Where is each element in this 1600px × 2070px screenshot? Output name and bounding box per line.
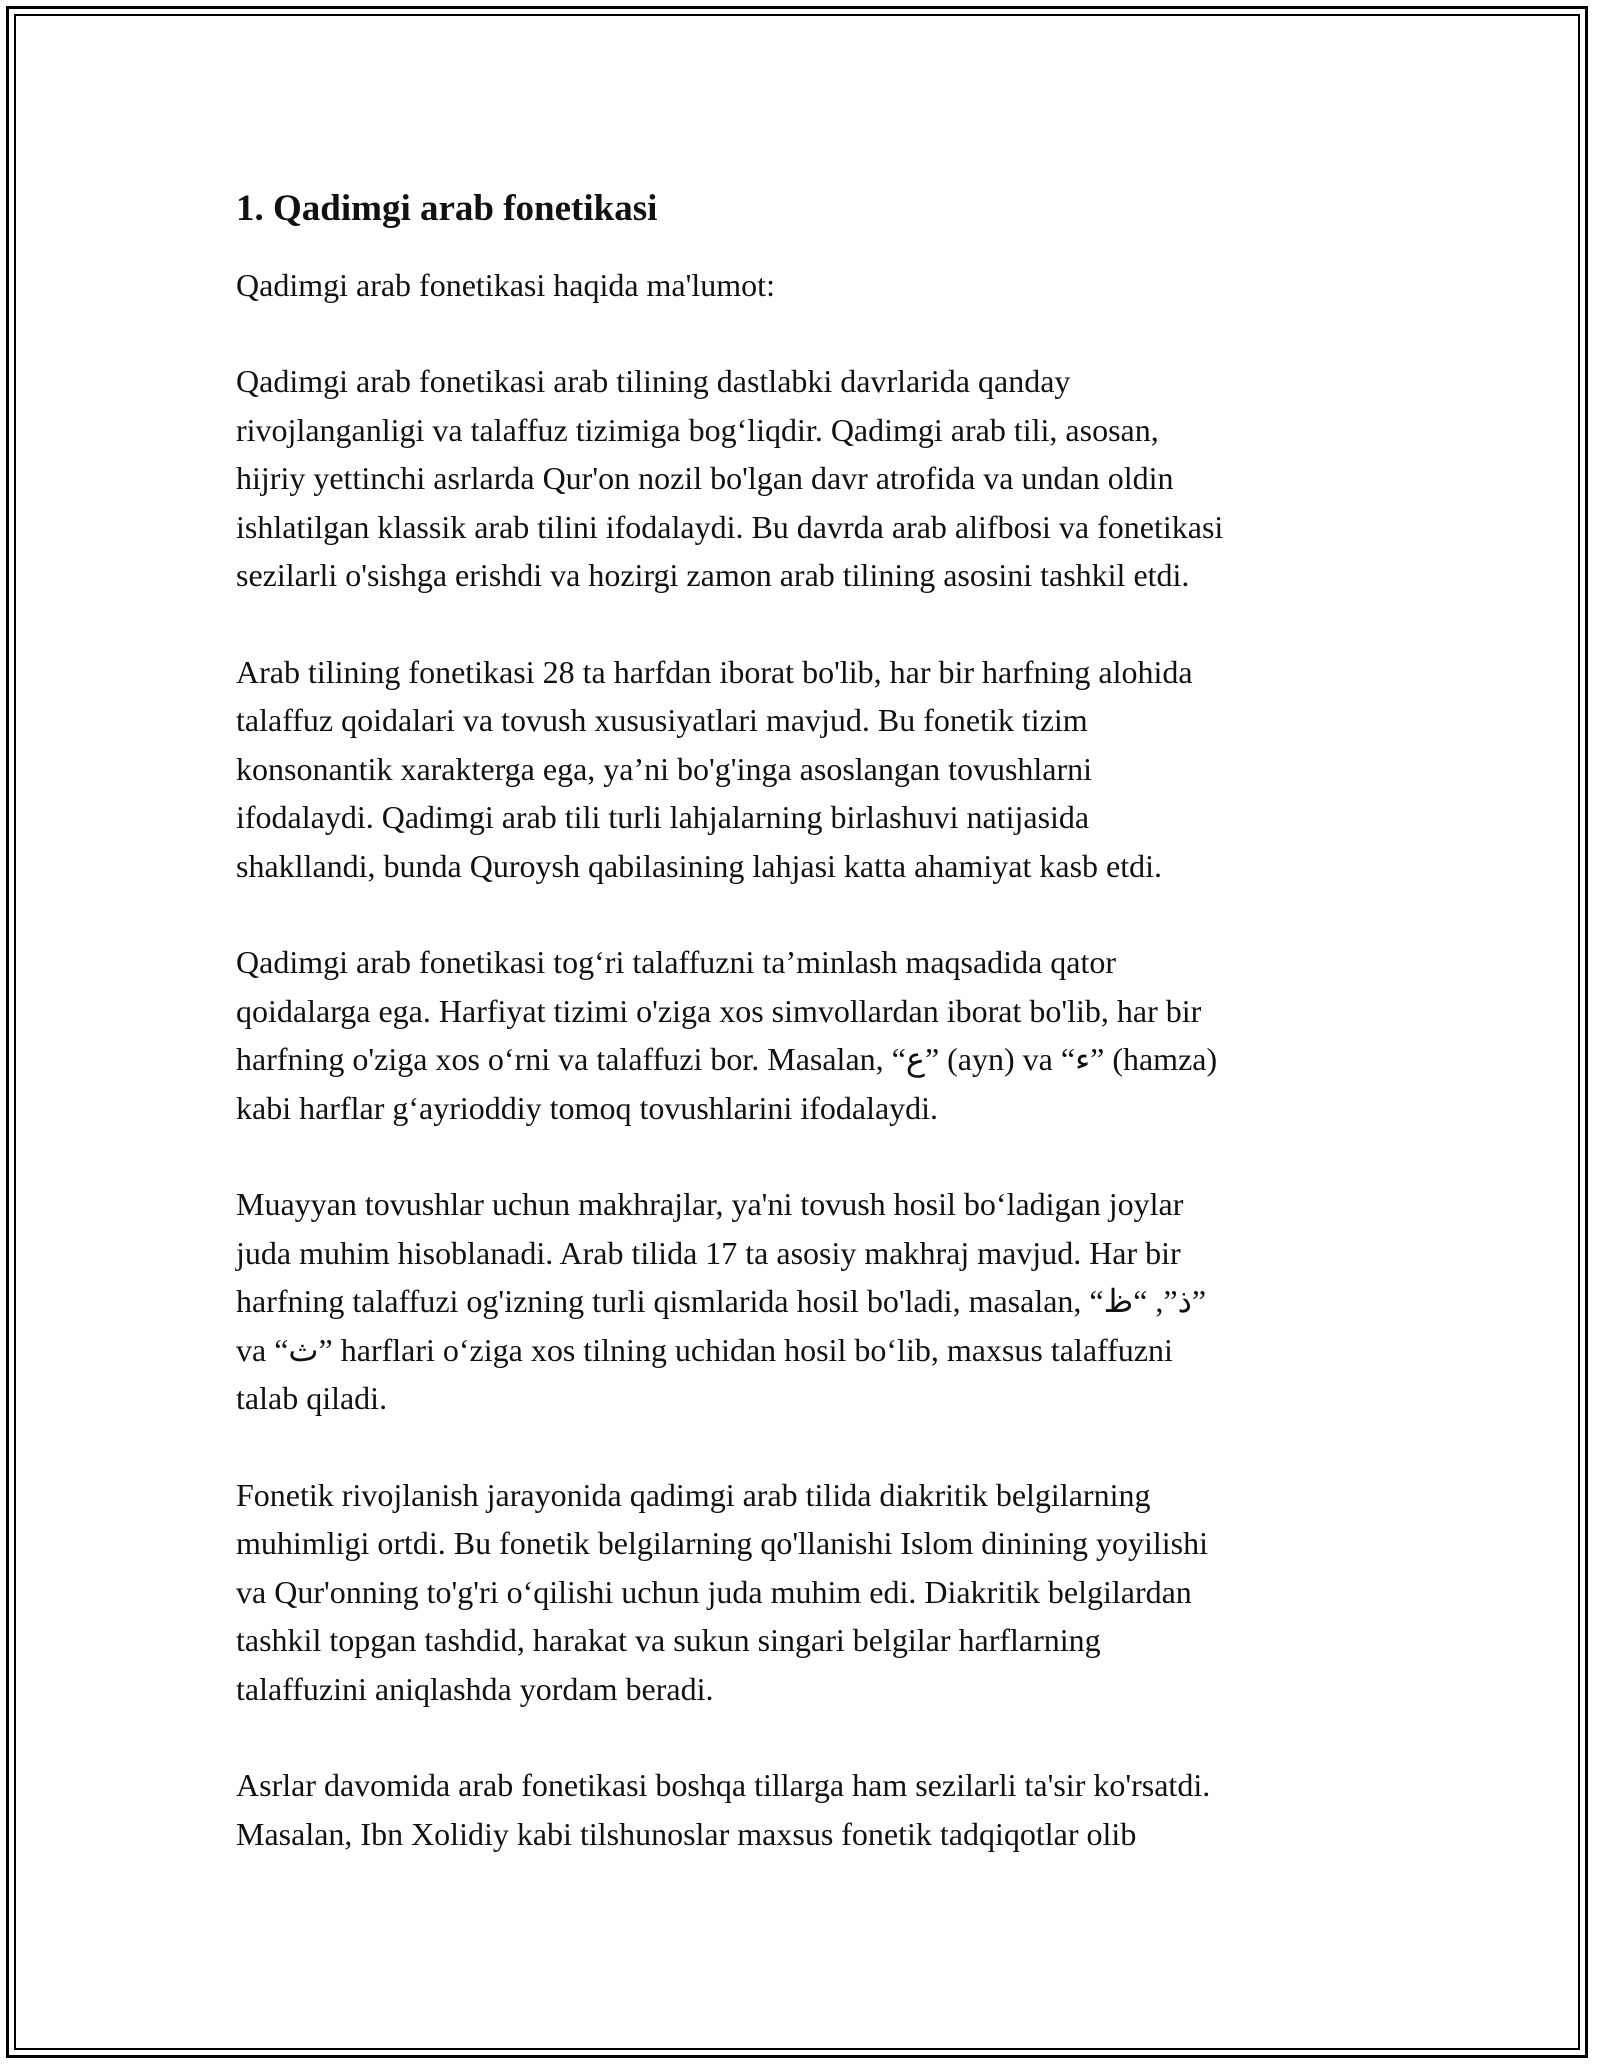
paragraph-5	[236, 1471, 1396, 1714]
paragraph-line: Asrlar davomida arab fonetikasi boshqa tillarga ham sezilarli ta'sir ko'rsatdi.	[236, 1767, 1211, 1803]
paragraph-line: Masalan, Ibn Xolidiy kabi tilshunoslar maxsus fonetik tadqiqotlar olib	[236, 1815, 1137, 1852]
paragraph-2	[236, 648, 1396, 891]
paragraph-line: sezilarli o'sishga erishdi va hozirgi zamon arab tilining asosini tashkil etdi.	[236, 557, 1190, 593]
paragraph-line: va Qur'onning to'g'ri o‘qilishi uchun juda muhim edi. Diakritik belgilardan	[236, 1573, 1192, 1610]
paragraph-4	[236, 1180, 1396, 1423]
intro-line: Qadimgi arab fonetikasi haqida ma'lumot:	[236, 267, 775, 303]
paragraph-line: Qadimgi arab fonetikasi tog‘ri talaffuzni ta’minlash maqsadida qator	[236, 944, 1117, 980]
paragraph-line: konsonantik xarakterga ega, ya’ni bo'g'inga asoslangan tovushlarni	[236, 750, 1093, 787]
paragraph-line: ifodalaydi. Qadimgi arab tili turli lahjalarning birlashuvi natijasida	[236, 799, 1090, 835]
paragraph-line: ishlatilgan klassik arab tilini ifodalaydi. Bu davrda arab alifbosi va fonetikasi	[236, 508, 1224, 545]
paragraph-line: harfning o'ziga xos o‘rni va talaffuzi bor. Masalan, “ع” (ayn) va “ء” (hamza)	[236, 1041, 1218, 1077]
paragraph-1	[236, 357, 1396, 600]
paragraph-line: talab qiladi.	[236, 1380, 388, 1416]
paragraph-line: va “ث” harflari o‘ziga xos tilning uchidan hosil bo‘lib, maxsus talaffuzni	[236, 1331, 1173, 1368]
paragraph-line: muhimligi ortdi. Bu fonetik belgilarning qo'llanishi Islom dinining yoyilishi	[236, 1525, 1208, 1561]
paragraph-line: rivojlanganligi va talaffuz tizimiga bog‘liqdir. Qadimgi arab tili, asosan,	[236, 411, 1159, 448]
section-heading: 1. Qadimgi arab fonetikasi	[236, 188, 658, 229]
paragraph-line: talaffuz qoidalari va tovush xususiyatlari mavjud. Bu fonetik tizim	[236, 702, 1088, 738]
paragraph-line: hijriy yettinchi asrlarda Qur'on nozil bo'lgan davr atrofida va undan oldin	[236, 460, 1174, 496]
paragraph-line: shakllandi, bunda Quroysh qabilasining lahjasi katta ahamiyat kasb etdi.	[236, 847, 1163, 884]
document-body	[236, 185, 1396, 1906]
paragraph-3	[236, 938, 1396, 1132]
paragraph-line: Muayyan tovushlar uchun makhrajlar, ya'ni tovush hosil bo‘ladigan joylar	[236, 1186, 1184, 1222]
paragraph-line: qoidalarga ega. Harfiyat tizimi o'ziga xos simvollardan iborat bo'lib, har bir	[236, 992, 1202, 1029]
paragraph-6	[236, 1761, 1396, 1858]
paragraph-line: juda muhim hisoblanadi. Arab tilida 17 ta asosiy makhraj mavjud. Har bir	[236, 1234, 1181, 1271]
paragraph-line: kabi harflar g‘ayrioddiy tomoq tovushlarini ifodalaydi.	[236, 1089, 939, 1126]
paragraph-line: talaffuzini aniqlashda yordam beradi.	[236, 1670, 714, 1707]
paragraph-line: harfning talaffuzi og'izning turli qismlarida hosil bo'ladi, masalan, “ذ”, “ظ”	[236, 1283, 1207, 1319]
paragraph-line: Arab tilining fonetikasi 28 ta harfdan iborat bo'lib, har bir harfning alohida	[236, 653, 1193, 690]
paragraph-line: Fonetik rivojlanish jarayonida qadimgi arab tilida diakritik belgilarning	[236, 1476, 1151, 1513]
paragraph-line: tashkil topgan tashdid, harakat va sukun singari belgilar harflarning	[236, 1622, 1101, 1658]
paragraph-line: Qadimgi arab fonetikasi arab tilining dastlabki davrlarida qanday	[236, 363, 1071, 399]
